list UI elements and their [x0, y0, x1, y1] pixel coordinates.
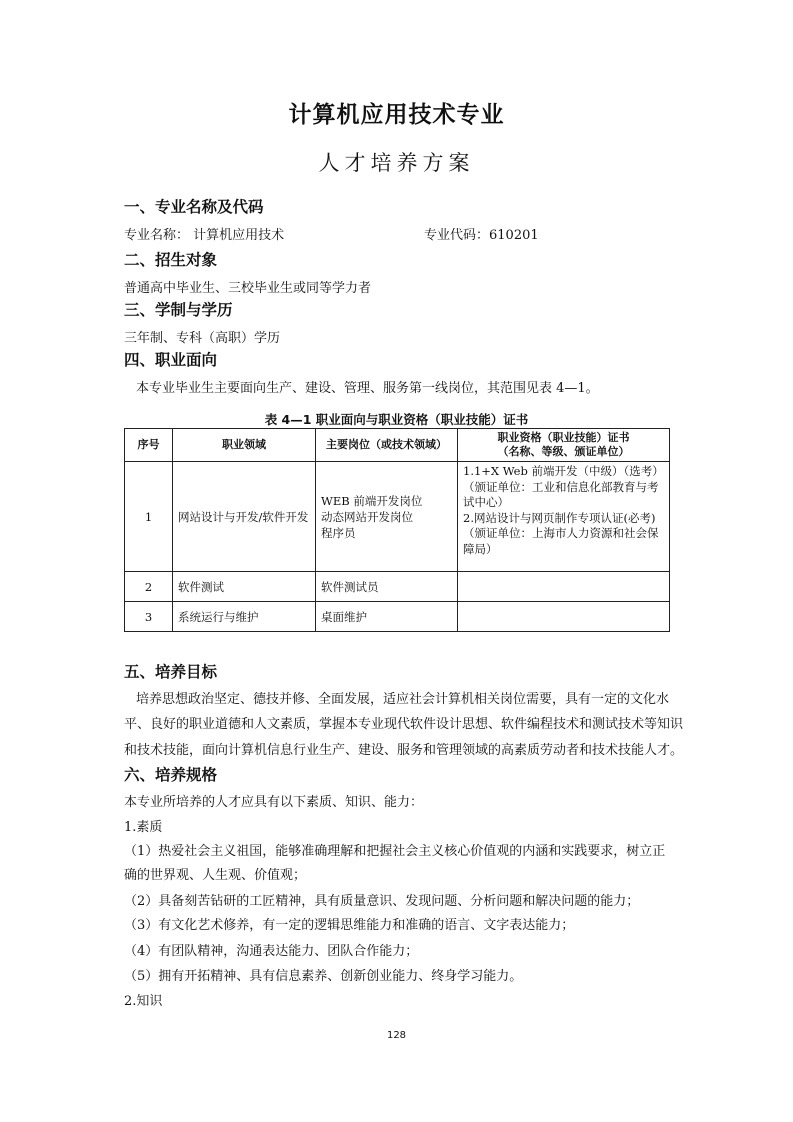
enrollment-text: 普通高中毕业生、三校毕业生或同等学力者 [124, 281, 372, 296]
row-post: 桌面维护 [316, 602, 458, 632]
section-heading-2: 二、招生对象 [124, 251, 218, 269]
row-seq: 1 [125, 462, 173, 572]
spec-item: （1）热爱社会主义祖国，能够准确理解和把握社会主义核心价值观的内涵和实践要求，树立正 [124, 844, 666, 859]
objective-line: 和技术技能，面向计算机信息行业生产、建设、服务和管理领域的高素质劳动者和技术技能人才。 [124, 743, 684, 758]
section-heading-6: 六、培养规格 [124, 766, 218, 784]
row-seq: 3 [125, 602, 173, 632]
spec-sub-quality: 1.素质 [124, 820, 163, 835]
section-heading-3: 三、学制与学历 [124, 301, 233, 319]
career-text: 本专业毕业生主要面向生产、建设、管理、服务第一线岗位，其范围见表 4—1。 [136, 381, 599, 396]
table-row [125, 572, 670, 602]
row-field: 软件测试 [173, 572, 316, 602]
table-header-field: 职业领域 [173, 429, 316, 462]
row-cert: 1.1+X Web 前端开发（中级）（选考） （颁证单位：工业和信息化部教育与考试中心） 2.网站设计与网页制作专项认证(必考) （颁证单位：上海市人力资源和社会保障局） [458, 462, 670, 572]
document-title: 计算机应用技术专业 [288, 102, 505, 128]
spec-sub-knowledge: 2.知识 [124, 994, 163, 1009]
section-heading-4: 四、职业面向 [124, 351, 218, 369]
row-cert [458, 572, 670, 602]
spec-item: 确的世界观、人生观、价值观； [124, 868, 307, 883]
row-post: WEB 前端开发岗位 动态网站开发岗位 程序员 [316, 462, 458, 572]
row-field: 系统运行与维护 [173, 602, 316, 632]
row-cert [458, 602, 670, 632]
page-number: 128 [386, 1030, 407, 1041]
major-name: 专业名称： 计算机应用技术 [124, 228, 285, 243]
row-field: 网站设计与开发/软件开发 [173, 462, 316, 572]
row-seq: 2 [125, 572, 173, 602]
table-header-cert: 职业资格（职业技能）证书 （名称、等级、颁证单位） [458, 429, 670, 462]
duration-text: 三年制、专科（高职）学历 [124, 331, 281, 346]
major-code: 专业代码：610201 [424, 228, 539, 243]
section-heading-1: 一、专业名称及代码 [124, 198, 264, 216]
spec-intro: 本专业所培养的人才应具有以下素质、知识、能力： [124, 795, 424, 810]
spec-item: （4）有团队精神，沟通表达能力、团队合作能力； [124, 944, 419, 959]
table-header-post: 主要岗位（或技术领域） [316, 429, 458, 462]
row-post: 软件测试员 [316, 572, 458, 602]
table-row [125, 602, 670, 632]
objective-line: 平、良好的职业道德和人文素质，掌握本专业现代软件设计思想、软件编程技术和测试技术等知识 [124, 717, 684, 732]
table-header-seq: 序号 [125, 429, 173, 462]
table-caption: 表 4—1 职业面向与职业资格（职业技能）证书 [264, 412, 529, 427]
spec-item: （2）具备刻苦钻研的工匠精神，具有质量意识、发现问题、分析问题和解决问题的能力； [124, 894, 640, 909]
spec-item: （5）拥有开拓精神、具有信息素养、创新创业能力、终身学习能力。 [124, 969, 523, 984]
career-table [124, 428, 670, 632]
spec-item: （3）有文化艺术修养，有一定的逻辑思维能力和准确的语言、文字表达能力； [124, 918, 575, 933]
section-heading-5: 五、培养目标 [124, 663, 218, 681]
table-row [125, 462, 670, 572]
document-subtitle: 人才培养方案 [318, 151, 475, 175]
objective-line: 培养思想政治坚定、德技并修、全面发展，适应社会计算机相关岗位需要，具有一定的文化水 [136, 692, 670, 707]
